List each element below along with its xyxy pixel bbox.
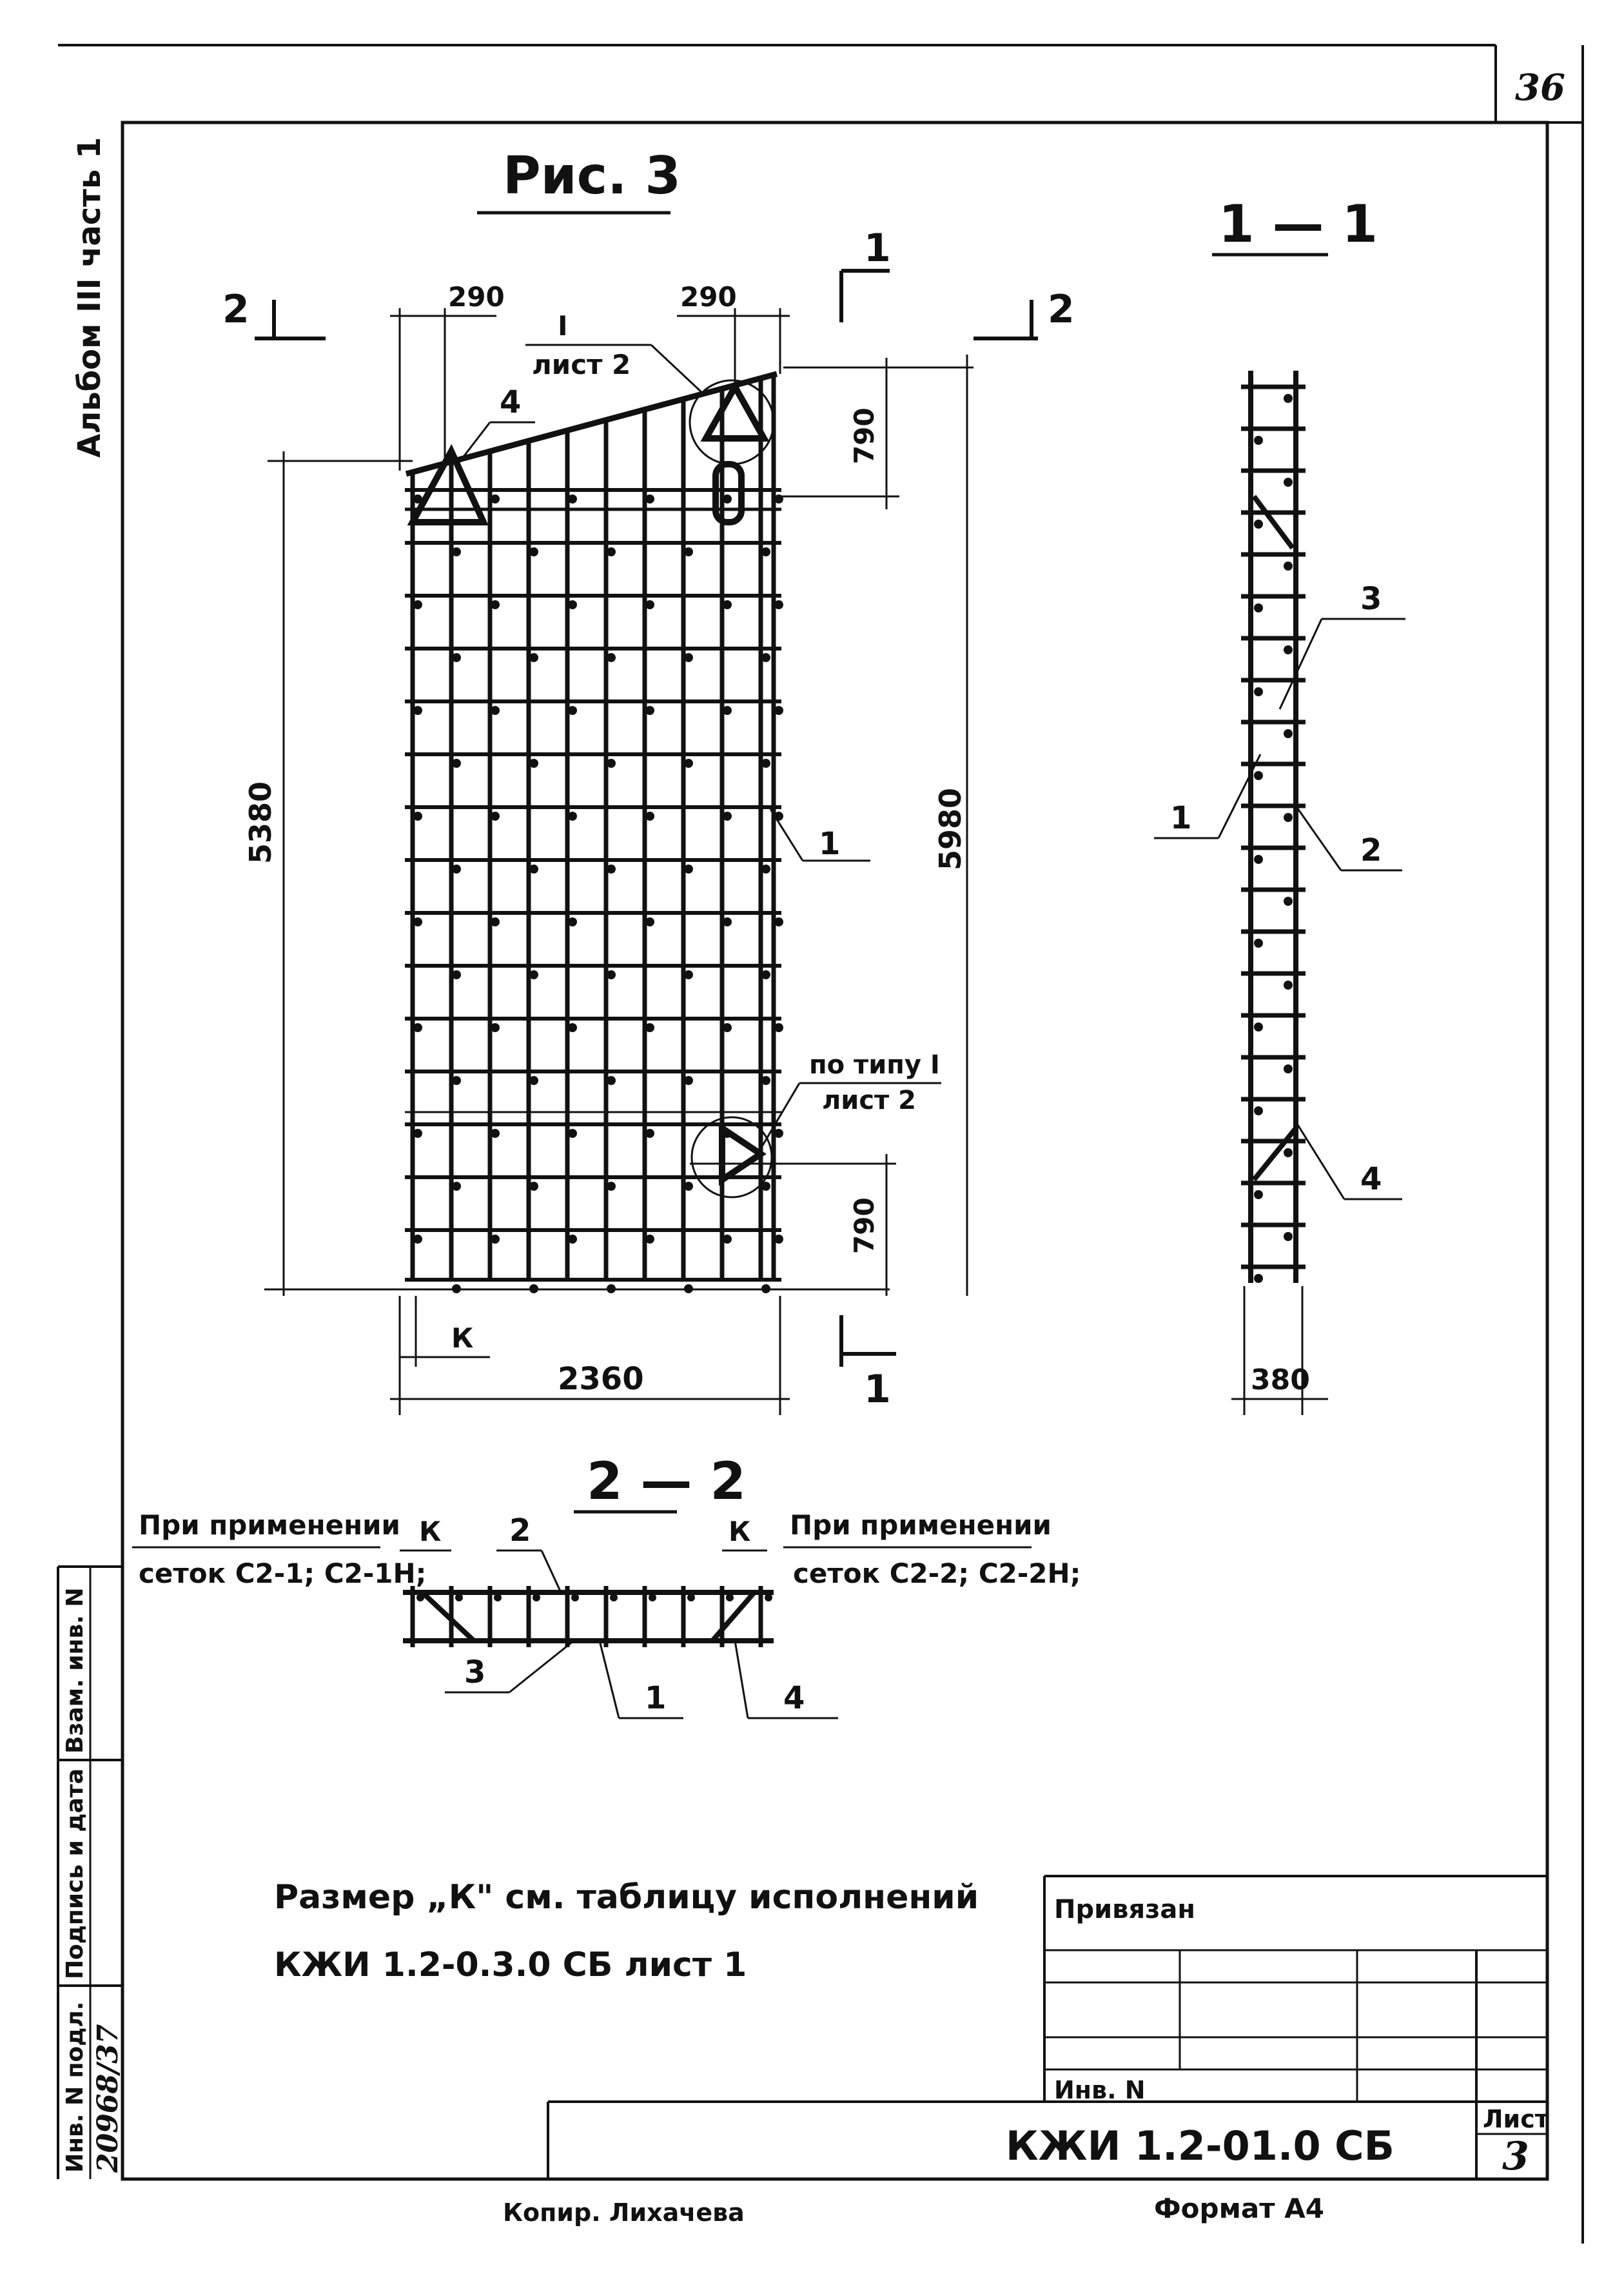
bar-dot <box>529 1182 538 1191</box>
left-note-line2: сеток С2-1; С2-1Н; <box>139 1558 427 1589</box>
bar-dot <box>761 759 770 768</box>
k-left: К <box>419 1516 442 1547</box>
section-2-title: 2 — 2 <box>587 1451 747 1511</box>
bar-dot <box>774 706 783 715</box>
bar-dot <box>774 1129 783 1138</box>
bar-dot <box>568 600 577 609</box>
bar-dot <box>529 547 538 556</box>
bar-dot <box>684 1076 693 1085</box>
side-stamp <box>58 1567 124 2179</box>
bar-dot <box>491 812 500 821</box>
note-line-2: КЖИ 1.2-0.3.0 СБ лист 1 <box>274 1946 747 1984</box>
bar-dot <box>607 865 616 874</box>
bar-dot <box>452 547 461 556</box>
bar-dot <box>568 1129 577 1138</box>
bar-dot <box>607 1182 616 1191</box>
bar-dot <box>452 653 461 662</box>
bar-dot <box>568 706 577 715</box>
by-type-label: по типу I <box>809 1050 940 1080</box>
bar-dot <box>645 706 654 715</box>
privyazan-label: Привязан <box>1054 1895 1196 1924</box>
dim-290-right: 290 <box>680 281 737 313</box>
bar-dot <box>607 970 616 979</box>
pos-1-section11: 1 <box>1170 800 1192 836</box>
k-right: К <box>729 1516 751 1547</box>
bar-dot <box>774 1235 783 1244</box>
bar-dot <box>452 970 461 979</box>
bar-dot <box>684 547 693 556</box>
section-dot <box>1254 1022 1263 1032</box>
bar-dot <box>761 1076 770 1085</box>
diagonal-left <box>422 1592 474 1641</box>
bar-dot <box>533 1594 540 1601</box>
bar-dot <box>645 1235 654 1244</box>
title-block <box>548 1876 1549 2179</box>
bar-dot <box>568 1235 577 1244</box>
diagonal-right <box>712 1592 754 1641</box>
bar-dot <box>491 1129 500 1138</box>
section-1-1-callouts <box>1154 581 1405 1415</box>
bar-dot <box>413 1235 422 1244</box>
bar-dot <box>649 1594 656 1601</box>
detail-ref: I <box>558 310 568 342</box>
stamp-signature-date: Подпись и дата <box>62 1768 88 1979</box>
dim-790-bottom: 790 <box>848 1197 880 1254</box>
bar-dot <box>684 1182 693 1191</box>
bar-dot <box>774 917 783 926</box>
section-dot <box>1284 1232 1293 1241</box>
bar-dot <box>568 812 577 821</box>
pos-3-section22: 3 <box>464 1654 486 1690</box>
section-2-marker-left <box>222 287 326 338</box>
pos-2-section22: 2 <box>509 1512 531 1549</box>
dim-5380: 5380 <box>243 781 278 864</box>
pos-4-section22: 4 <box>783 1680 805 1716</box>
pos-2-section11: 2 <box>1360 832 1382 868</box>
bar-dot <box>645 917 654 926</box>
bar-dot <box>645 812 654 821</box>
svg-text:2: 2 <box>222 287 249 332</box>
section-dot <box>1284 981 1293 990</box>
bar-dot <box>568 494 577 504</box>
bar-dot <box>723 812 732 821</box>
dim-2360: 2360 <box>558 1361 644 1397</box>
sheet-number: 3 <box>1502 2134 1529 2179</box>
dim-380: 380 <box>1251 1364 1310 1396</box>
section-dot <box>1254 520 1263 529</box>
bar-dot <box>413 812 422 821</box>
bar-dot <box>413 600 422 609</box>
stamp-inv-value: 20968/37 <box>92 2024 124 2173</box>
section-dot <box>1284 1148 1293 1157</box>
section-1-1-ladder <box>1241 371 1306 1283</box>
pos-4-section11: 4 <box>1360 1161 1382 1197</box>
section-dot <box>1284 1064 1293 1073</box>
bar-dot <box>761 970 770 979</box>
section-dot <box>1284 478 1293 487</box>
document-code: КЖИ 1.2-01.0 СБ <box>1006 2122 1394 2169</box>
section-1-marker-bottom <box>841 1315 896 1412</box>
bar-dot <box>491 1235 500 1244</box>
section-dot <box>1254 855 1263 864</box>
section-dot <box>1254 687 1263 696</box>
detail-sheet-ref: лист 2 <box>532 349 631 380</box>
album-label: Альбом III часть 1 <box>72 137 108 458</box>
bar-dot <box>455 1594 463 1601</box>
bar-dot <box>723 917 732 926</box>
bar-dot <box>413 706 422 715</box>
bar-dot <box>607 653 616 662</box>
bar-dot <box>452 1076 461 1085</box>
copied-by: Копир. Лихачева <box>503 2198 745 2227</box>
sheet-corner-number: 36 <box>1515 66 1565 109</box>
bar-dot <box>723 706 732 715</box>
section-dot <box>1284 562 1293 571</box>
section-2-marker-right <box>973 287 1075 338</box>
svg-text:1: 1 <box>864 1367 891 1412</box>
bar-dot <box>774 600 783 609</box>
bar-dot <box>571 1594 579 1601</box>
section-dot <box>1254 771 1263 780</box>
bar-dot <box>684 653 693 662</box>
by-type-sheet: лист 2 <box>822 1086 916 1115</box>
section-dot <box>1284 729 1293 738</box>
bar-dot <box>761 547 770 556</box>
dim-290-left: 290 <box>448 281 505 313</box>
section-dot <box>1284 645 1293 654</box>
bar-dot <box>413 917 422 926</box>
section-dot <box>1254 1274 1263 1283</box>
section-dot <box>1254 1190 1263 1199</box>
bar-dot <box>765 1594 772 1601</box>
format-label: Формат А4 <box>1154 2193 1324 2224</box>
svg-text:2: 2 <box>1048 287 1075 332</box>
bar-dot <box>723 494 732 504</box>
section-dot <box>1284 897 1293 906</box>
bar-dot <box>413 1023 422 1032</box>
bar-dot <box>723 600 732 609</box>
bar-dot <box>568 917 577 926</box>
bar-dot <box>774 1023 783 1032</box>
reinforcement-mesh-elevation <box>405 375 783 1293</box>
section-dot <box>1254 436 1263 445</box>
bar-dot <box>491 600 500 609</box>
section-1-marker-top <box>841 226 891 322</box>
bar-dot <box>491 917 500 926</box>
bar-dot <box>491 1023 500 1032</box>
note-line-1: Размер „К" см. таблицу исполнений <box>274 1878 979 1917</box>
bar-dot <box>491 706 500 715</box>
bar-dot <box>684 865 693 874</box>
bar-dot <box>645 600 654 609</box>
bar-dot <box>529 1076 538 1085</box>
bar-dot <box>413 1129 422 1138</box>
stamp-inv-orig: Инв. N подл. <box>62 2001 88 2173</box>
bar-dot <box>723 1235 732 1244</box>
section-dot <box>1284 394 1293 403</box>
dim-k: К <box>451 1322 474 1354</box>
bar-dot <box>684 759 693 768</box>
bar-dot <box>607 1076 616 1085</box>
bar-dot <box>568 1023 577 1032</box>
bar-dot <box>607 759 616 768</box>
section-dot <box>1284 813 1293 822</box>
left-note-line1: При применении <box>139 1509 400 1541</box>
right-note-line1: При применении <box>790 1509 1052 1541</box>
bar-dot <box>726 1594 734 1601</box>
bar-dot <box>761 653 770 662</box>
bar-dot <box>452 865 461 874</box>
bar-dot <box>491 494 500 504</box>
dim-5980: 5980 <box>933 787 968 870</box>
bar-dot <box>529 759 538 768</box>
svg-text:1: 1 <box>864 226 891 271</box>
section-dot <box>1254 939 1263 948</box>
stamp-replaced-inv: Взам. инв. N <box>62 1587 88 1754</box>
bar-dot <box>645 1129 654 1138</box>
bar-dot <box>494 1594 502 1601</box>
pos-3-section11: 3 <box>1360 581 1382 617</box>
bar-dot <box>761 865 770 874</box>
section-1-title: 1 — 1 <box>1218 194 1378 254</box>
figure-title: Рис. 3 <box>503 146 681 206</box>
bar-dot <box>645 1023 654 1032</box>
inv-label: Инв. N <box>1054 2076 1146 2104</box>
bar-dot <box>452 759 461 768</box>
pos-1-elevation: 1 <box>819 826 841 862</box>
bar-dot <box>684 970 693 979</box>
sheet-label: Лист <box>1483 2105 1549 2133</box>
pos-1-section22: 1 <box>645 1680 667 1716</box>
bar-dot <box>452 1182 461 1191</box>
bar-dot <box>529 970 538 979</box>
pos-4-elevation: 4 <box>500 384 522 420</box>
bar-dot <box>529 653 538 662</box>
bar-dot <box>645 494 654 504</box>
section-dot <box>1254 1106 1263 1115</box>
right-note-line2: сеток С2-2; С2-2Н; <box>793 1558 1081 1589</box>
bar-dot <box>723 1023 732 1032</box>
bar-dot <box>687 1594 695 1601</box>
bar-dot <box>610 1594 618 1601</box>
section-2-2-cross-section <box>403 1586 774 1647</box>
dim-790-top: 790 <box>848 407 880 464</box>
bar-dot <box>607 547 616 556</box>
section-dot <box>1254 603 1263 612</box>
bar-dot <box>529 865 538 874</box>
